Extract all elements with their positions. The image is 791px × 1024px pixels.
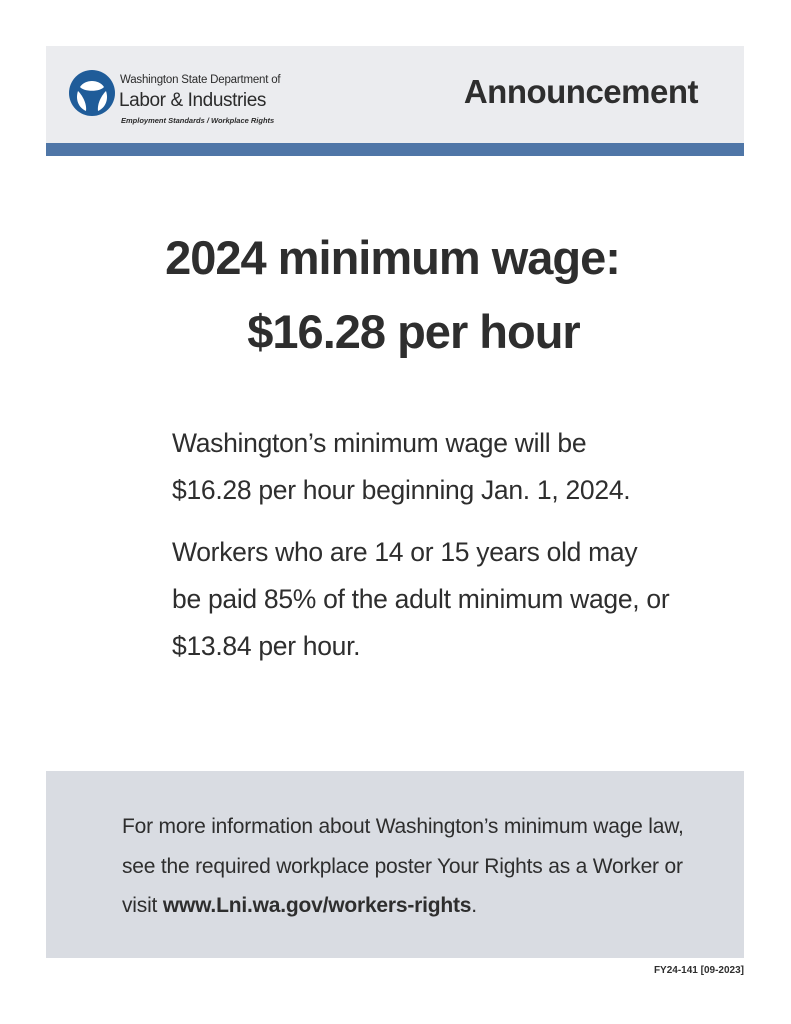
- body-paragraph-2: Workers who are 14 or 15 years old may be paid 85% of the adult minimum wage, or $13.84 per hour.: [172, 537, 670, 661]
- info-text-lead: For more information about Washington’s minimum wage law, see the required workplace poster Your Rights as a Worker or visit: [122, 815, 684, 917]
- info-text: [122, 807, 712, 926]
- headline-line-1: 2024 minimum wage:: [165, 231, 620, 284]
- body-paragraph-1: Washington’s minimum wage will be $16.28 per hour beginning Jan. 1, 2024.: [172, 428, 631, 505]
- header-rule: [46, 143, 744, 156]
- header-band: [46, 46, 744, 143]
- org-name-main: Labor & Industries: [119, 90, 266, 111]
- announcement-title: Announcement: [463, 73, 698, 110]
- org-name-top: Washington State Department of: [120, 74, 281, 86]
- headline-line-2: $16.28 per hour: [247, 305, 580, 358]
- lni-logo-icon: [67, 69, 117, 117]
- info-text-end: .: [471, 894, 477, 917]
- form-code: FY24-141 [09-2023]: [653, 965, 744, 976]
- info-box: [46, 771, 744, 958]
- workers-rights-link[interactable]: www.Lni.wa.gov/workers-rights: [162, 894, 472, 917]
- org-division: Employment Standards / Workplace Rights: [121, 116, 275, 125]
